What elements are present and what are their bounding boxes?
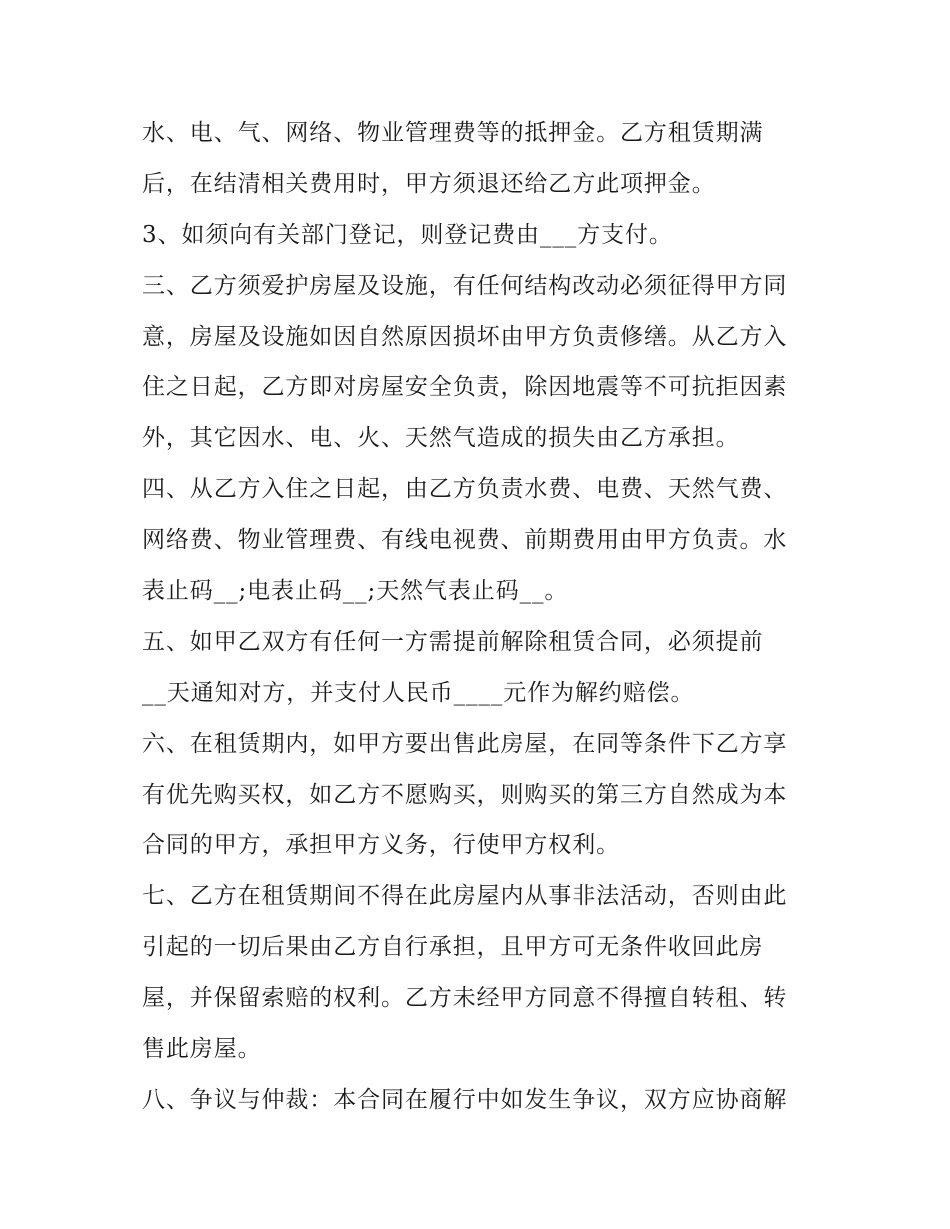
text-line: 3、如须向有关部门登记，则登记费由___方支付。 (142, 221, 673, 248)
text-line: 引起的一切后果由乙方自行承担，且甲方可无条件收回此房 (142, 934, 764, 961)
text-line: 网络费、物业管理费、有线电视费、前期费用由甲方负责。水 (142, 527, 788, 554)
text-line: 七、乙方在租赁期间不得在此房屋内从事非法活动，否则由此 (142, 883, 788, 910)
text-line: 六、在租赁期内，如甲方要出售此房屋，在同等条件下乙方享 (142, 730, 788, 757)
text-line: 五、如甲乙双方有任何一方需提前解除租赁合同，必须提前 (142, 628, 764, 655)
text-line: 八、争议与仲裁：本合同在履行中如发生争议，双方应协商解 (142, 1086, 788, 1113)
text-line: 合同的甲方，承担甲方义务，行使甲方权利。 (142, 832, 620, 859)
text-line: 水、电、气、网络、物业管理费等的抵押金。乙方租赁期满 (142, 120, 764, 146)
text-line: 意，房屋及设施如因自然原因损坏由甲方负责修缮。从乙方入 (142, 323, 788, 350)
text-line: 有优先购买权，如乙方不愿购买，则购买的第三方自然成为本 (142, 781, 788, 808)
text-line: 表止码__;电表止码__;天然气表止码__。 (142, 578, 569, 605)
contract-text (142, 108, 822, 1126)
text-line: __天通知对方，并支付人民币____元作为解约赔偿。 (142, 679, 695, 706)
text-line: 后，在结清相关费用时，甲方须退还给乙方此项押金。 (142, 170, 716, 197)
text-line: 三、乙方须爱护房屋及设施，有任何结构改动必须征得甲方同 (142, 272, 788, 299)
text-line: 四、从乙方入住之日起，由乙方负责水费、电费、天然气费、 (142, 476, 788, 503)
text-line: 售此房屋。 (142, 1036, 262, 1063)
text-line: 屋，并保留索赔的权利。乙方未经甲方同意不得擅自转租、转 (142, 985, 788, 1012)
text-line: 外，其它因水、电、火、天然气造成的损失由乙方承担。 (142, 425, 740, 452)
text-line: 住之日起，乙方即对房屋安全负责，除因地震等不可抗拒因素 (142, 374, 788, 401)
